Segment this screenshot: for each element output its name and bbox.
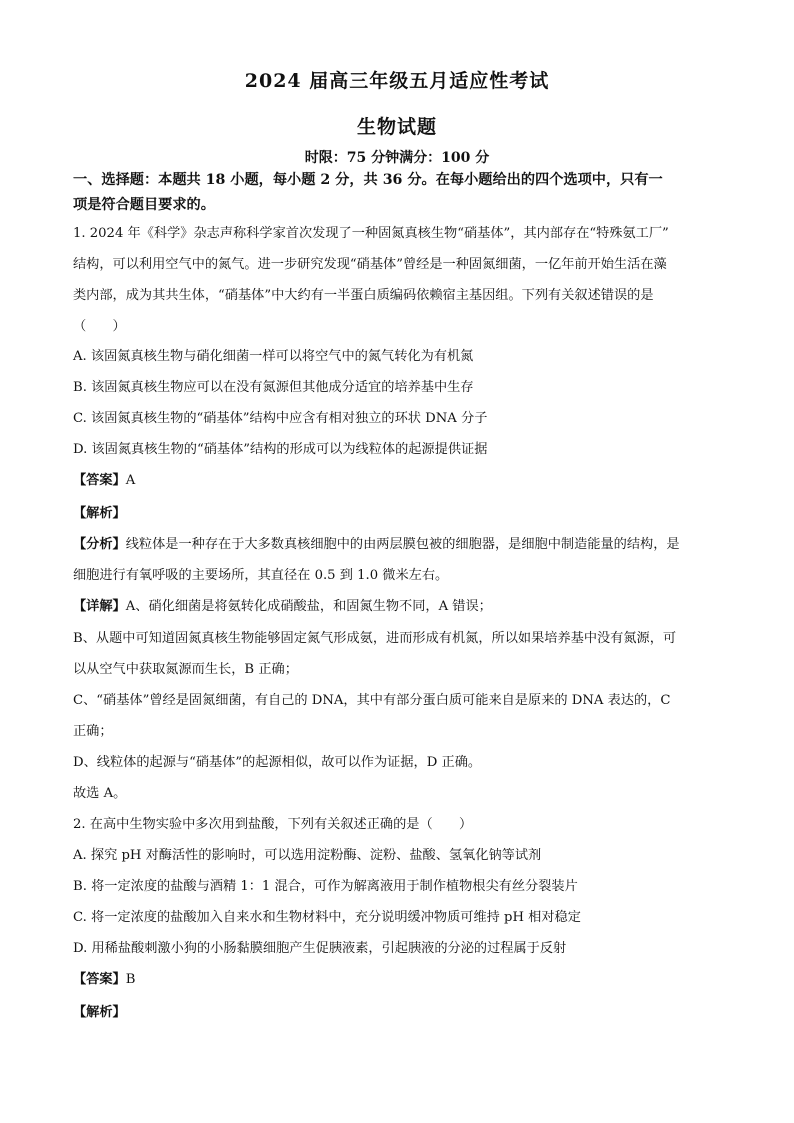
q1-stem-line4: （ ）	[73, 319, 126, 334]
q2-answer	[73, 970, 733, 990]
time-info: 时限：75 分钟满分：100 分	[304, 150, 490, 166]
section-heading-line2: 项是符合题目要求的。	[73, 197, 215, 213]
q1-detail-line2: B、从题中可知道固氮真核生物能够固定氮气形成氨，进而形成有机氮，所以如果培养基中没有氮源，可	[73, 631, 677, 646]
answer-value: B	[125, 972, 136, 987]
q1-analysis-label: 【解析】	[73, 506, 126, 521]
q1-option-d: D. 该固氮真核生物的“硝基体”结构的形成可以为线粒体的起源提供证据	[73, 442, 488, 457]
q2-option-d: D. 用稀盐酸刺激小狗的小肠黏膜细胞产生促胰液素，引起胰液的分泌的过程属于反射	[73, 941, 567, 956]
q2-option-c: C. 将一定浓度的盐酸加入自来水和生物材料中，充分说明缓冲物质可维持 pH 相对稳定	[73, 910, 581, 925]
answer-value: A	[125, 473, 136, 488]
answer-label: 【答案】	[73, 473, 126, 488]
section-heading-line1: 一、选择题：本题共 18 小题，每小题 2 分，共 36 分。在每小题给出的四个选项中，只有一	[73, 172, 663, 188]
q2-stem: 2. 在高中生物实验中多次用到盐酸，下列有关叙述正确的是（ ）	[73, 817, 473, 832]
q1-detail-line5: 正确；	[73, 724, 113, 739]
q1-option-b: B. 该固氮真核生物应可以在没有氮源但其他成分适宜的培养基中生存	[73, 380, 474, 395]
fenxi-label: 【分析】	[73, 537, 126, 552]
q1-detail-line4: C、“硝基体”曾经是固氮细菌，有自己的 DNA，其中有部分蛋白质可能来自是原来的 DNA 表达的，C	[73, 693, 671, 708]
detail-text: A、硝化细菌是将氨转化成硝酸盐，和固氮生物不同，A 错误；	[125, 599, 492, 614]
q2-option-a: A. 探究 pH 对酶活性的影响时，可以选用淀粉酶、淀粉、盐酸、氢氧化钠等试剂	[73, 848, 542, 863]
q1-option-c: C. 该固氮真核生物的“硝基体”结构中应含有相对独立的环状 DNA 分子	[73, 411, 488, 426]
q1-fenxi-line1	[73, 535, 733, 555]
q2-option-b: B. 将一定浓度的盐酸与酒精 1：1 混合，可作为解离液用于制作植物根尖有丝分裂装片	[73, 879, 578, 894]
exam-title: 2024 届高三年级五月适应性考试	[244, 70, 550, 92]
fenxi-text: 线粒体是一种存在于大多数真核细胞中的由两层膜包被的细胞器，是细胞中制造能量的结构，是	[125, 537, 680, 552]
q1-detail-line1	[73, 597, 733, 617]
q1-conclusion: 故选 A。	[73, 786, 127, 801]
q1-detail-line6: D、线粒体的起源与“硝基体”的起源相似，故可以作为证据，D 正确。	[73, 755, 482, 770]
answer-label: 【答案】	[73, 972, 126, 987]
q1-stem-line1: 1. 2024 年《科学》杂志声称科学家首次发现了一种固氮真核生物“硝基体”，其内部存在“特殊氨工厂”	[73, 226, 669, 241]
q1-fenxi-line2: 细胞进行有氧呼吸的主要场所，其直径在 0.5 到 1.0 微米左右。	[73, 568, 449, 583]
detail-label: 【详解】	[73, 599, 126, 614]
q2-analysis-label: 【解析】	[73, 1005, 126, 1020]
q1-answer	[73, 471, 733, 491]
q1-stem-line3: 类内部，成为其共生体，“硝基体”中大约有一半蛋白质编码依赖宿主基因组。下列有关叙述错误的是	[73, 288, 654, 303]
q1-detail-line3: 以从空气中获取氮源而生长，B 正确；	[73, 662, 298, 677]
q1-option-a: A. 该固氮真核生物与硝化细菌一样可以将空气中的氮气转化为有机氮	[73, 349, 474, 364]
subject-title: 生物试题	[356, 116, 437, 138]
q1-stem-line2: 结构，可以利用空气中的氮气。进一步研究发现“硝基体”曾经是一种固氮细菌，一亿年前开始生活在藻	[73, 257, 667, 272]
